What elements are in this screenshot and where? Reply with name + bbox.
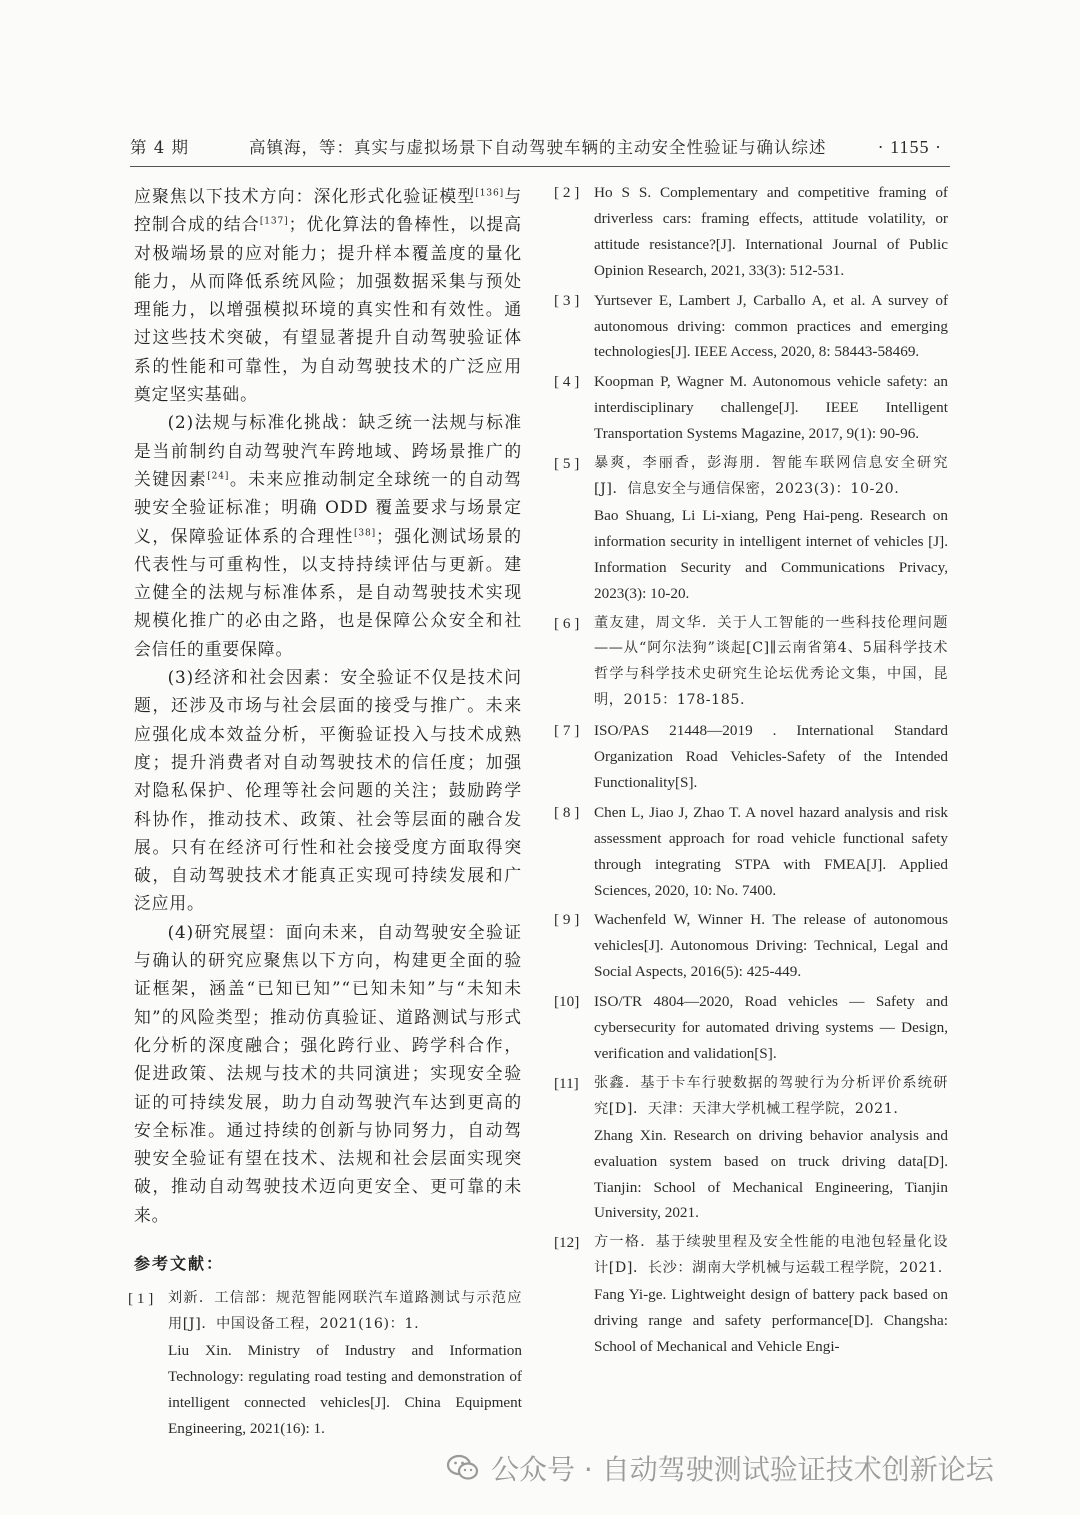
watermark: [445, 1448, 994, 1488]
issue-number: 第 4 期: [130, 138, 189, 157]
p1-text-a: 应聚焦以下技术方向：深化形式化验证模型: [134, 186, 476, 206]
running-title: 高镇海，等：真实与虚拟场景下自动驾驶车辆的主动安全性验证与确认综述: [249, 138, 827, 157]
ref-en: Ho S S. Complementary and competitive framing of driverless cars: framing effects, attitude volatility, or attitude resistance?[J]. International Journal of Public Opinion Research, 2021, 33(3): 512-531.: [594, 184, 948, 279]
left-column: [128, 182, 522, 1445]
reference-5: [554, 451, 948, 606]
reference-1: [128, 1286, 522, 1441]
ref-number: [ 2 ]: [554, 184, 580, 201]
ref-number: [11]: [554, 1074, 579, 1092]
ref-en: Liu Xin. Ministry of Industry and Information Technology: regulating road testing and demonstration of intelligent connected vehicles[J]. China Equipment Engineering, 2021(16): 1.: [168, 1341, 522, 1437]
reference-6: [554, 611, 948, 715]
ref-number: [ 1 ]: [128, 1289, 154, 1307]
ref-zh: 刘新．工信部：规范智能网联汽车道路测试与示范应用[J]．中国设备工程，2021(16)：1.: [168, 1289, 522, 1332]
ref-number: [ 4 ]: [554, 373, 580, 391]
ref-number: [ 5 ]: [554, 455, 580, 473]
reference-9: [554, 907, 948, 985]
ref-en: Wachenfeld W, Winner H. The release of autonomous vehicles[J]. Autonomous Driving: Technical, Legal and Social Aspects, 2016(5): 425-449.: [594, 911, 948, 981]
ref-en: ISO/TR 4804—2020, Road vehicles — Safety and cybersecurity for automated driving systems — Design, verification and validation[S].: [594, 993, 948, 1062]
ref-en: Bao Shuang, Li Li-xiang, Peng Hai-peng. Research on information security in intelligent internet of vehicles [J]. Information Security and Communications Privacy, 2023(3): 10-20.: [594, 506, 948, 602]
page-number: · 1155 ·: [877, 137, 942, 157]
ref-en: Chen L, Jiao J, Zhao T. A novel hazard analysis and risk assessment approach for road vehicle functional safety through integrating STPA with FMEA[J]. Applied Sciences, 2020, 10: No. 7400.: [594, 803, 948, 899]
ref-en: Yurtsever E, Lambert J, Carballo A, et al. A survey of autonomous driving: common practices and emerging technologies[J]. IEEE Access, 2020, 8: 58443-58469.: [594, 291, 948, 361]
paragraph-3: (3)经济和社会因素：安全验证不仅是技术问题，还涉及市场与社会层面的接受与推广。未来应强化成本效益分析，平衡验证投入与技术成熟度；提升消费者对自动驾驶技术的信任度；加强对隐私保护、伦理等社会问题的关注；鼓励跨学科协作，推动技术、政策、社会等层面的融合发展。只有在经济可行性和社会接受度方面取得突破，自动驾驶技术才能真正实现可持续发展和广泛应用。: [134, 667, 522, 914]
running-header: [130, 134, 942, 158]
reference-12: [554, 1230, 948, 1360]
ref-number: [10]: [554, 993, 580, 1011]
reference-4: [554, 369, 948, 447]
citation-24: [24]: [207, 471, 230, 482]
header-rule: [130, 166, 950, 167]
ref-number: [ 8 ]: [554, 803, 580, 821]
ref-number: [12]: [554, 1234, 580, 1252]
ref-number: [ 9 ]: [554, 911, 580, 929]
wechat-icon: [445, 1450, 481, 1486]
p2-text-a: (2)法规与标准化挑战：缺乏统一法规与标准是当前制约自动驾驶汽车跨地域、跨场景推广的关键因素: [134, 412, 522, 489]
p1-text-b: 与控制合成的结合: [134, 186, 522, 235]
ref-number: [ 6 ]: [554, 614, 580, 632]
watermark-text: 公众号 · 自动驾驶测试验证技术创新论坛: [491, 1453, 994, 1486]
ref-en: Fang Yi-ge. Lightweight design of battery pack based on driving range and safety performance[D]. Changsha: School of Mechanical and Vehicle Engi-: [594, 1286, 948, 1355]
ref-zh: 方一格．基于续驶里程及安全性能的电池包轻量化设计[D]．长沙：湖南大学机械与运载工程学院，2021.: [594, 1234, 948, 1277]
p2-text-c: ；强化测试场景的代表性与可重构性，以支持持续评估与更新。建立健全的法规与标准体系，是自动驾驶技术实现规模化推广的必由之路，也是保障公众安全和社会信任的重要保障。: [134, 525, 522, 659]
paragraph-2: [134, 408, 522, 663]
reference-3: [554, 288, 948, 366]
p2-text-b: 。未来应推动制定全球统一的自动驾驶安全验证标准；明确 ODD 覆盖要求与场景定义，保障验证体系的合理性: [134, 468, 522, 546]
reference-10: [554, 989, 948, 1067]
reference-2: [554, 180, 948, 284]
citation-38: [38]: [353, 527, 377, 538]
paragraph-1: [134, 182, 522, 408]
reference-8: [554, 800, 948, 904]
reference-7: [554, 718, 948, 796]
ref-en: ISO/PAS 21448—2019 . International Standard Organization Road Vehicles-Safety of the Intended Functionality[S].: [594, 722, 948, 791]
reference-11: [554, 1071, 948, 1226]
ref-zh: 董友建，周文华．关于人工智能的一些科技伦理问题——从“阿尔法狗”谈起[C]∥云南省第4、5届科学技术哲学与科学技术史研究生论坛优秀论文集，中国，昆明，2015：178-185.: [594, 614, 948, 709]
ref-number: [ 3 ]: [554, 291, 580, 309]
p1-text-c: ；优化算法的鲁棒性，以提高对极端场景的应对能力；提升样本覆盖度的量化能力，从而降低系统风险；加强数据采集与预处理能力，以增强模拟环境的真实性和有效性。通过这些技术突破，有望显著提升自动驾驶验证体系的性能和可靠性，为自动驾驶技术的广泛应用奠定坚实基础。: [134, 214, 522, 405]
ref-en: Koopman P, Wagner M. Autonomous vehicle safety: an interdisciplinary challenge[J]. IEEE Intelligent Transportation Systems Magazine, 2017, 9(1): 90-96.: [594, 373, 948, 443]
ref-zh: 张鑫．基于卡车行驶数据的驾驶行为分析评价系统研究[D]．天津：天津大学机械工程学院，2021.: [594, 1074, 948, 1117]
citation-136: [136]: [475, 188, 505, 199]
paragraph-4: (4)研究展望：面向未来，自动驾驶安全验证与确认的研究应聚焦以下方向，构建更全面的验证框架，涵盖“已知已知”“已知未知”与“未知未知”的风险类型；推动仿真验证、道路测试与形式化分析的深度融合；强化跨行业、跨学科合作，促进政策、法规与技术的共同演进；实现安全验证的可持续发展，助力自动驾驶汽车达到更高的安全标准。通过持续的创新与协同努力，自动驾驶安全验证有望在技术、法规和社会层面实现突破，推动自动驾驶技术迈向更安全、更可靠的未来。: [134, 921, 522, 1225]
right-column: [554, 180, 948, 1364]
ref-en: Zhang Xin. Research on driving behavior analysis and evaluation system based on truck driving data[D]. Tianjin: School of Mechanical Engineering, Tianjin University, 2021.: [594, 1126, 948, 1222]
references-heading: 参考文献：: [134, 1253, 225, 1273]
ref-zh: 暴爽，李丽香，彭海朋．智能车联网信息安全研究[J]．信息安全与通信保密，2023(3)：10-20.: [594, 455, 948, 497]
ref-number: [ 7 ]: [554, 722, 580, 740]
citation-137: [137]: [259, 216, 289, 227]
